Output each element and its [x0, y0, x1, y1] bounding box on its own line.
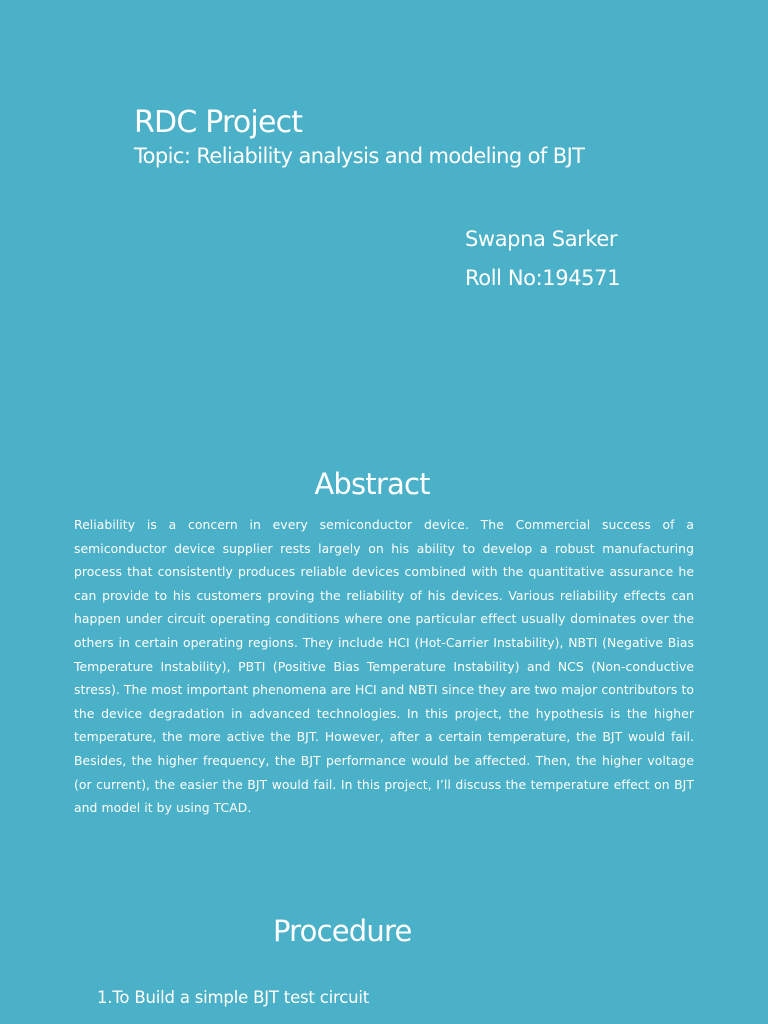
project-title: RDC Project — [134, 105, 303, 140]
project-topic: Topic: Reliability analysis and modeling of BJT — [134, 144, 585, 168]
author-name: Swapna Sarker — [465, 227, 618, 251]
procedure-heading: Procedure — [273, 914, 412, 948]
procedure-step: 1.To Build a simple BJT test circuit — [97, 988, 369, 1007]
abstract-heading: Abstract — [314, 467, 430, 501]
roll-number: Roll No:194571 — [465, 266, 621, 290]
abstract-body: Reliability is a concern in every semiconductor device. The Commercial success of a semiconductor device supplier rests largely on his ability to develop a robust manufacturing process that consistently produces reliable devices combined with the quantitative assurance he can provide to his customers proving the reliability of his devices. Various reliability effects can happen under circuit operating conditions where one particular effect usually dominates over the others in certain operating regions. They include HCI (Hot-Carrier Instability), NBTI (Negative Bias Temperature Instability), PBTI (Positive Bias Temperature Instability) and NCS (Non-conductive stress). The most important phenomena are HCI and NBTI since they are two major contributors to the device degradation in advanced technologies. In this project, the hypothesis is the higher temperature, the more active the BJT. However, after a certain temperature, the BJT would fail. Besides, the higher frequency, the BJT performance would be affected. Then, the higher voltage (or current), the easier the BJT would fail. In this project, I’ll discuss the temperature effect on BJT and model it by using TCAD. — [74, 517, 694, 816]
